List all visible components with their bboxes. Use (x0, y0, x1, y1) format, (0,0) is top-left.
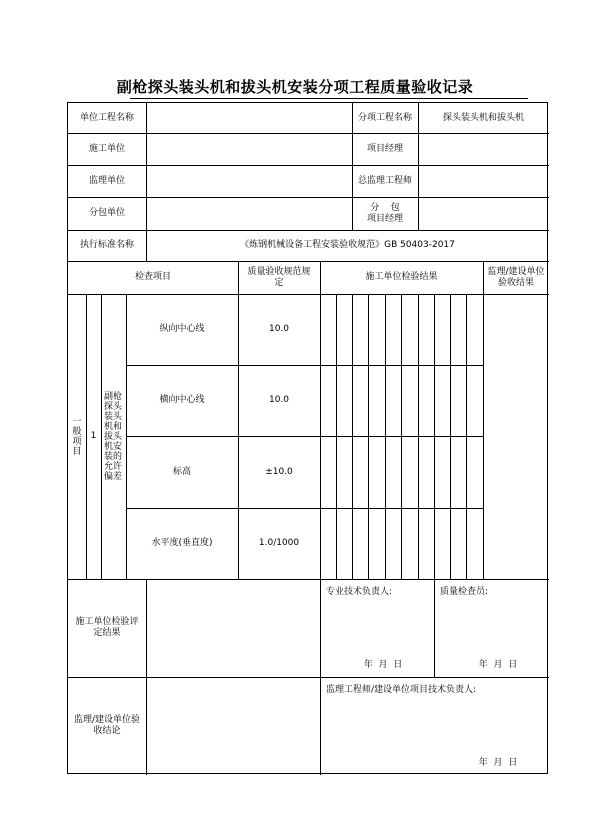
chief-supervisor-label: 总监理工程师 (357, 175, 412, 186)
item-name-text: 副枪探头装头机和拔头机安装的允许偏差 (103, 391, 122, 482)
page-title: 副枪探头装头机和拔头机安装分项工程质量验收记录 (116, 78, 474, 96)
construction-unit-label: 施工单位 (88, 143, 125, 154)
subcontract-manager-label (352, 197, 418, 230)
inspection-form (67, 102, 548, 774)
row-name-4: 水平度(垂直度) (151, 538, 213, 548)
row-spec-3: ±10.0 (265, 466, 293, 477)
group-label-text: 一般项目 (72, 416, 82, 457)
subproject-value: 探头装头机和拔头机 (442, 112, 524, 123)
row-name-2: 横向中心线 (159, 395, 205, 405)
supervisor-date: 年 月 日 (478, 757, 518, 768)
quality-inspector-date: 年 月 日 (478, 659, 518, 670)
subproject-label: 分项工程名称 (357, 112, 412, 123)
supervision-result-header: 监理/建设单位验收结果 (487, 266, 545, 288)
row-name-1: 纵向中心线 (159, 324, 205, 334)
group-label (70, 294, 84, 579)
project-manager-label: 项目经理 (366, 143, 403, 154)
project-name-value (150, 103, 350, 133)
row-spec-2: 10.0 (268, 395, 290, 405)
standard-value: 《炼钢机械设备工程安装验收规范》GB 50403-2017 (240, 240, 455, 250)
construction-eval-label: 施工单位检验评定结果 (75, 617, 139, 638)
subcontract-manager-label-line2: 项目经理 (366, 213, 403, 224)
subcontract-manager-label-line1: 分 包 (370, 202, 400, 213)
quality-spec-header: 质量验收规范规定 (247, 266, 311, 288)
project-name-label: 单位工程名称 (79, 112, 134, 123)
subcontract-unit-label: 分包单位 (88, 208, 125, 218)
row-name-3: 标高 (172, 466, 191, 477)
tech-leader-label: 专业技术负责人: (326, 586, 393, 597)
item-number: 1 (90, 431, 97, 441)
tech-leader-date: 年 月 日 (363, 659, 403, 670)
supervision-unit-label: 监理单位 (88, 175, 125, 186)
standard-label: 执行标准名称 (79, 240, 134, 250)
check-item-header: 检查项目 (134, 272, 171, 282)
supervisor-label: 监理工程师/建设单位项目技术负责人: (326, 684, 477, 695)
row-spec-4: 1.0/1000 (258, 538, 300, 548)
supervision-conclusion-label: 监理/建设单位验收结论 (73, 715, 141, 736)
row-spec-1: 10.0 (268, 324, 290, 334)
construction-result-header: 施工单位检验结果 (365, 272, 438, 282)
item-name (102, 294, 124, 579)
title-underline (130, 98, 528, 99)
quality-inspector-label: 质量检查员: (440, 586, 489, 597)
